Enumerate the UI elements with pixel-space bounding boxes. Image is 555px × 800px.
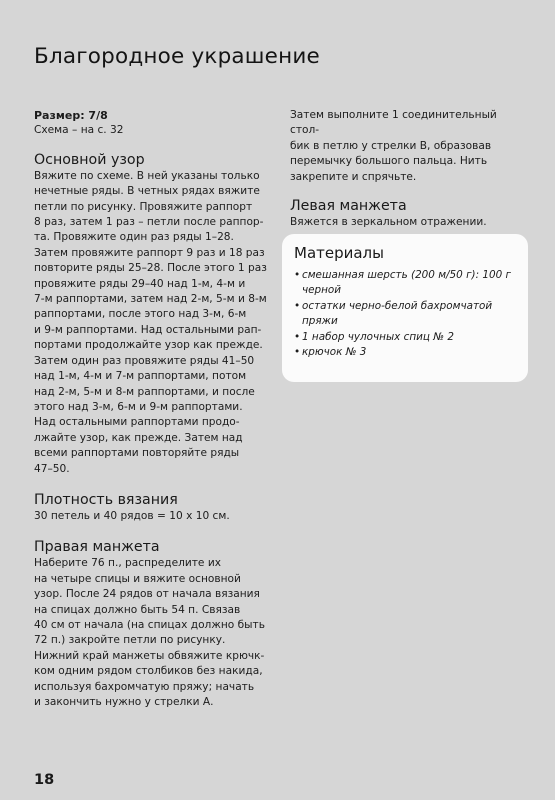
right-cuff-text (34, 556, 274, 710)
materials-item-text: черной (302, 284, 342, 297)
pattern-text-line: этого над 3-м, 6-м и 9-м раппортами. (34, 400, 243, 413)
left-column (34, 108, 274, 710)
right-cuff-text-line: ком одним рядом столбиков без накида, (34, 665, 263, 678)
page-number: 18 (34, 772, 55, 788)
right-cuff-text-line: узор. После 24 рядов от начала вязания (34, 588, 260, 601)
right-cuff-text-line: и закончить нужно у стрелки А. (34, 696, 214, 708)
materials-item-text: пряжи (302, 315, 338, 328)
materials-item-text: смешанная шерсть (200 м/50 г): 100 г (302, 269, 511, 281)
thumb-instructions-line: закрепите и спрячьте. (290, 170, 417, 183)
materials-item-text: крючок № 3 (302, 346, 367, 359)
pattern-text-line: всеми раппортами повторяйте ряды (34, 447, 240, 460)
right-cuff-heading: Правая манжета (34, 539, 160, 556)
materials-list (294, 268, 518, 360)
right-cuff-text-line: 40 см от начала (на спицах должно быть (34, 618, 265, 631)
thumb-instructions-text (290, 108, 522, 185)
pattern-text-line: Вяжите по схеме. В ней указаны только (34, 169, 260, 182)
pattern-text-line: та. Провяжите один раз ряды 1–28. (34, 231, 234, 244)
pattern-text-line: повторите ряды 25–28. После этого 1 раз (34, 262, 267, 275)
left-cuff-heading: Левая манжета (290, 198, 407, 215)
right-cuff-text-line: Наберите 76 п., распределите их (34, 557, 221, 570)
pattern-text-line: провяжите ряды 29–40 над 1-м, 4-м и (34, 277, 246, 290)
pattern-heading: Основной узор (34, 151, 145, 168)
pattern-text-line: лжайте узор, как прежде. Затем над (34, 431, 243, 444)
bullet-icon: • (294, 269, 301, 281)
pattern-text-line: 7-м раппортами, затем над 2-м, 5-м и 8-м (34, 293, 267, 306)
pattern-text-line: Затем один раз провяжите ряды 41–50 (34, 354, 255, 367)
right-cuff-text-line: используя бахромчатую пряжу; начать (34, 680, 255, 693)
materials-list-item (294, 314, 518, 329)
pattern-text (34, 169, 274, 477)
pattern-text-line: раппортами, после этого над 3-м, 6-м (34, 308, 247, 321)
pattern-text-line: Над остальными раппортами продо- (34, 416, 240, 429)
materials-item-text: остатки черно-белой бахромчатой (302, 299, 493, 312)
materials-list-item (294, 283, 518, 298)
pattern-text-line: портами продолжайте узор как прежде. (34, 339, 263, 352)
density-heading: Плотность вязания (34, 491, 178, 508)
materials-box (282, 234, 528, 382)
right-column (290, 108, 522, 230)
right-cuff-text-line: 72 п.) закройте петли по рисунку. (34, 634, 226, 647)
pattern-text-line: Затем провяжите раппорт 9 раз и 18 раз (34, 246, 265, 259)
bullet-icon: • (294, 330, 301, 343)
pattern-text-line: 8 раз, затем 1 раз – петли после раппор- (34, 216, 264, 229)
right-cuff-text-line: на спицах должно быть 54 п. Связав (34, 603, 241, 616)
thumb-instructions-line: перемычку большого пальца. Нить (290, 155, 488, 168)
pattern-text-line: нечетные ряды. В четных рядах вяжите (34, 185, 260, 198)
materials-heading: Материалы (294, 244, 384, 262)
page-title: Благородное украшение (34, 44, 320, 69)
bullet-icon: • (294, 346, 301, 359)
pattern-text-line: над 2-м, 5-м и 8-м раппортами, и после (34, 385, 255, 398)
scheme-reference: Схема – на с. 32 (34, 124, 124, 137)
materials-list-item (294, 299, 518, 314)
pattern-text-line: и 9-м раппортами. Над остальными рап- (34, 323, 262, 336)
materials-item-text: 1 набор чулочных спиц № 2 (302, 330, 454, 343)
density-text: 30 петель и 40 рядов = 10 x 10 см. (34, 509, 230, 522)
materials-list-item (294, 268, 518, 283)
materials-list-item (294, 345, 518, 360)
size-label: Размер: 7/8 (34, 109, 108, 122)
bullet-icon: • (294, 299, 301, 312)
right-cuff-text-line: на четыре спицы и вяжите основной (34, 572, 241, 585)
right-cuff-text-line: Нижний край манжеты обвяжите крючк- (34, 649, 265, 662)
pattern-text-line: петли по рисунку. Провяжите раппорт (34, 200, 253, 213)
pattern-text-line: 47–50. (34, 462, 70, 475)
materials-list-item (294, 330, 518, 345)
pattern-text-line: над 1-м, 4-м и 7-м раппортами, потом (34, 370, 247, 383)
thumb-instructions-line: бик в петлю у стрелки В, образовав (290, 139, 492, 152)
left-cuff-text: Вяжется в зеркальном отражении. (290, 216, 487, 229)
thumb-instructions-line: Затем выполните 1 соединительный стол- (290, 109, 497, 137)
